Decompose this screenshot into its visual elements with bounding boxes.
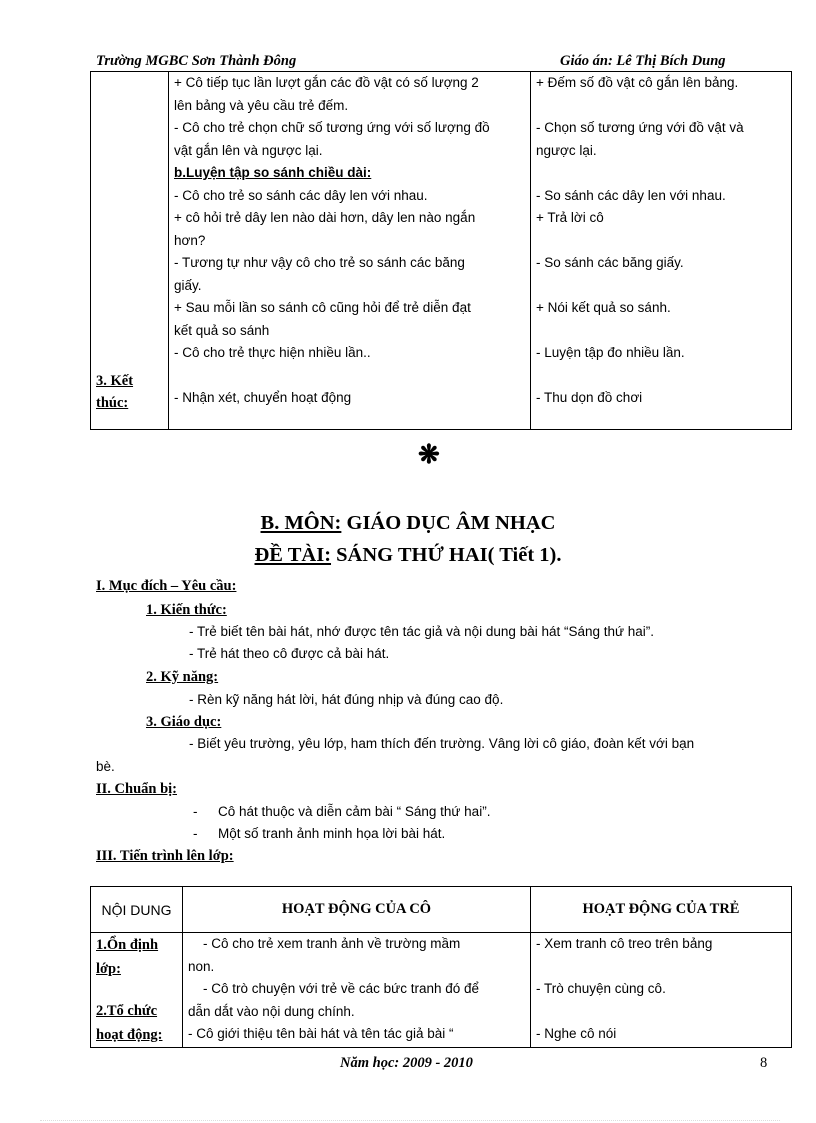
teacher-line: non.: [188, 958, 215, 974]
section-1-3-heading: 3. Giáo dục:: [146, 714, 222, 730]
mid-line: - Nhận xét, chuyển hoạt động: [174, 390, 352, 405]
mid-line: - Cô cho trẻ thực hiện nhiều lần..: [174, 345, 371, 360]
right-line: + Trả lời cô: [536, 210, 604, 225]
table2-left-cell: [91, 933, 183, 1048]
table1-right-cell: [531, 72, 792, 430]
right-line: - Chọn số tương ứng với đồ vật và: [536, 120, 744, 135]
ending-label-1: 3. Kết: [96, 373, 134, 389]
header-children: HOẠT ĐỘNG CỦA TRẺ: [531, 887, 792, 933]
right-line: [531, 230, 791, 253]
table2-right-cell: [531, 933, 792, 1048]
right-line: - Thu dọn đồ chơi: [536, 390, 643, 405]
section-3-heading: III. Tiến trình lên lớp:: [96, 848, 234, 864]
page-edge-divider: [40, 1120, 780, 1121]
right-line: - Luyện tập đo nhiều lần.: [536, 345, 685, 360]
subject-name: GIÁO DỤC ÂM NHẠC: [341, 512, 556, 534]
dash-icon: -: [193, 804, 198, 819]
mid-subheading: b.Luyện tập so sánh chiều dài:: [174, 165, 372, 180]
child-line: - Xem tranh cô treo trên bảng: [536, 936, 713, 951]
mid-line: hơn?: [174, 232, 206, 248]
right-line: - So sánh các dây len với nhau.: [536, 187, 726, 203]
subject-title: [0, 512, 816, 535]
teacher-line: - Cô cho trẻ xem tranh ảnh về trường mầm: [203, 936, 461, 951]
mid-line: - Cô cho trẻ chọn chữ số tương ứng với số lượng đồ: [174, 120, 490, 135]
table1-mid-cell: [169, 72, 531, 430]
section-1-1-line: - Trẻ hát theo cô được cả bài hát.: [189, 646, 390, 661]
mid-line: [169, 365, 530, 388]
step-1-label: 1.Ổn định: [96, 937, 159, 953]
right-line: [531, 320, 791, 343]
ending-label-2: thúc:: [96, 395, 129, 411]
topic-title: [0, 544, 816, 567]
right-line: [531, 95, 791, 118]
topic-name: SÁNG THỨ HAI( Tiết 1).: [331, 544, 562, 566]
mid-line: + Sau mỗi lần so sánh cô cũng hỏi để trẻ diễn đạt: [174, 300, 471, 315]
table2-mid-cell: [183, 933, 531, 1048]
table1-left-cell: [91, 72, 169, 430]
mid-line: giấy.: [174, 277, 202, 293]
header-teacher: HOẠT ĐỘNG CỦA CÔ: [183, 887, 531, 933]
right-line: - So sánh các băng giấy.: [536, 255, 684, 270]
section-2-heading: II. Chuẩn bị:: [96, 781, 177, 797]
section-2-line: Một số tranh ảnh minh họa lời bài hát.: [218, 826, 446, 841]
teacher-line: dẫn dắt vào nội dung chính.: [188, 1003, 355, 1019]
mid-line: - Tương tự như vậy cô cho trẻ so sánh các băng: [174, 255, 465, 270]
step-2-label: 2.Tổ chức: [96, 1003, 158, 1019]
section-1-2-heading: 2. Kỹ năng:: [146, 669, 219, 685]
header-school: Trường MGBC Sơn Thành Đông: [96, 53, 297, 69]
child-line: [531, 956, 791, 979]
footer-year: Năm học: 2009 - 2010: [340, 1055, 473, 1071]
section-1-3-line: bè.: [96, 759, 115, 774]
dash-icon: -: [193, 826, 198, 841]
step-2-label: hoạt động:: [96, 1027, 163, 1043]
child-line: - Nghe cô nói: [536, 1026, 617, 1041]
header-content: NỘI DUNG: [91, 887, 183, 933]
right-line: ngược lại.: [536, 142, 597, 158]
lesson-table-music: [90, 886, 792, 1048]
mid-line: lên bảng và yêu cầu trẻ đếm.: [174, 97, 349, 113]
section-1-2-line: - Rèn kỹ năng hát lời, hát đúng nhịp và đúng cao độ.: [189, 692, 504, 707]
section-1-1-line: - Trẻ biết tên bài hát, nhớ được tên tác giả và nội dung bài hát “Sáng thứ hai”.: [189, 624, 655, 639]
lesson-table-continued: [90, 71, 792, 430]
right-line: [531, 275, 791, 298]
right-line: [531, 162, 791, 185]
mid-line: vật gắn lên và ngược lại.: [174, 142, 323, 158]
teacher-line: - Cô giới thiệu tên bài hát và tên tác giả bài “: [188, 1026, 454, 1041]
section-1-3-line: - Biết yêu trường, yêu lớp, ham thích đến trường. Vâng lời cô giáo, đoàn kết với bạn: [189, 736, 695, 751]
subject-label: B. MÔN:: [260, 512, 342, 534]
right-line: [531, 365, 791, 388]
separator-star-icon: ❋: [418, 440, 440, 469]
mid-line: + cô hỏi trẻ dây len nào dài hơn, dây len nào ngắn: [174, 210, 476, 225]
section-1-1-heading: 1. Kiến thức:: [146, 602, 227, 618]
page-number: 8: [760, 1055, 768, 1071]
mid-line: + Cô tiếp tục lần lượt gắn các đồ vật có số lượng 2: [174, 75, 479, 90]
header-author: Giáo án: Lê Thị Bích Dung: [560, 53, 726, 69]
mid-line: - Cô cho trẻ so sánh các dây len với nhau.: [174, 187, 428, 203]
step-1-label: lớp:: [96, 961, 121, 977]
right-line: + Nói kết quả so sánh.: [536, 300, 671, 315]
section-2-line: Cô hát thuộc và diễn cảm bài “ Sáng thứ hai”.: [218, 804, 491, 819]
child-line: [531, 1001, 791, 1024]
mid-line: kết quả so sánh: [174, 322, 270, 338]
child-line: - Trò chuyện cùng cô.: [536, 981, 666, 996]
topic-label: ĐỀ TÀI:: [254, 544, 332, 566]
teacher-line: - Cô trò chuyện với trẻ về các bức tranh đó để: [203, 981, 480, 996]
right-line: + Đếm số đồ vật cô gắn lên bảng.: [536, 75, 739, 90]
section-1-heading: I. Mục đích – Yêu cầu:: [96, 578, 237, 594]
